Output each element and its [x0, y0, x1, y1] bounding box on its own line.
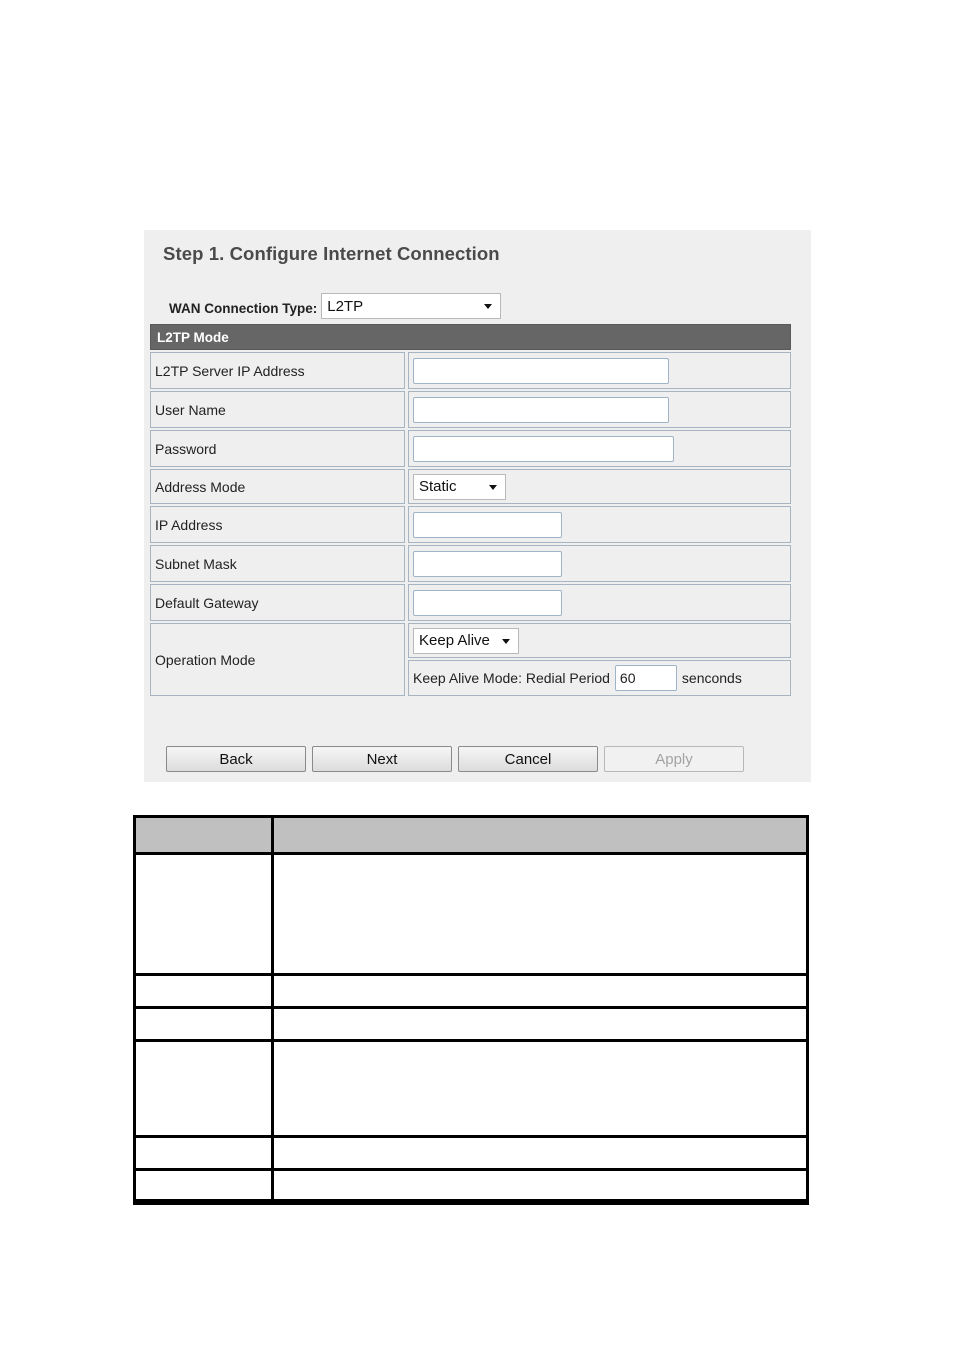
wan-connection-type-value: L2TP	[327, 297, 364, 315]
back-button[interactable]: Back	[166, 746, 306, 772]
table-row	[136, 1042, 806, 1138]
password-input[interactable]	[413, 436, 674, 462]
subnet-mask-cell	[408, 545, 791, 582]
subnet-mask-label: Subnet Mask	[150, 545, 405, 582]
server-ip-label: L2TP Server IP Address	[150, 352, 405, 389]
operation-mode-select-cell	[408, 623, 791, 658]
subnet-mask-input[interactable]	[413, 551, 562, 577]
password-cell	[408, 430, 791, 467]
section-header: L2TP Mode	[150, 324, 791, 350]
chevron-down-icon	[489, 485, 497, 490]
wan-connection-type-row	[169, 293, 501, 319]
operation-mode-cells	[408, 623, 791, 696]
ip-address-row	[150, 506, 791, 543]
cancel-button[interactable]: Cancel	[458, 746, 598, 772]
description-table	[133, 815, 809, 1205]
server-ip-input[interactable]	[413, 358, 669, 384]
default-gateway-input[interactable]	[413, 590, 562, 616]
address-mode-row	[150, 469, 791, 504]
user-name-cell	[408, 391, 791, 428]
chevron-down-icon	[484, 304, 492, 309]
wan-connection-type-label: WAN Connection Type:	[169, 300, 318, 316]
redial-period-input[interactable]: 60	[615, 665, 677, 691]
table-row	[136, 855, 806, 976]
table-row	[136, 1009, 806, 1042]
table-row	[136, 1138, 806, 1171]
redial-period-group	[413, 665, 742, 691]
ip-address-label: IP Address	[150, 506, 405, 543]
address-mode-value: Static	[419, 478, 457, 495]
password-row	[150, 430, 791, 467]
address-mode-select[interactable]	[413, 474, 506, 500]
redial-period-unit: senconds	[681, 670, 742, 686]
l2tp-config-panel	[144, 230, 811, 782]
redial-period-cell	[408, 660, 791, 696]
user-name-input[interactable]	[413, 397, 669, 423]
table-row	[136, 976, 806, 1009]
apply-button: Apply	[604, 746, 744, 772]
wizard-button-bar	[166, 746, 750, 772]
ip-address-input[interactable]	[413, 512, 562, 538]
chevron-down-icon	[502, 639, 510, 644]
user-name-row	[150, 391, 791, 428]
ip-address-cell	[408, 506, 791, 543]
password-label: Password	[150, 430, 405, 467]
server-ip-cell	[408, 352, 791, 389]
operation-mode-value: Keep Alive	[419, 632, 490, 649]
operation-mode-select[interactable]	[413, 628, 519, 654]
table-row	[136, 1171, 806, 1202]
operation-mode-label: Operation Mode	[150, 623, 405, 696]
l2tp-settings-table	[150, 324, 791, 696]
address-mode-label: Address Mode	[150, 469, 405, 504]
default-gateway-cell	[408, 584, 791, 621]
redial-period-label: Keep Alive Mode: Redial Period	[413, 670, 610, 686]
table-header-row	[136, 818, 806, 855]
default-gateway-row	[150, 584, 791, 621]
next-button[interactable]: Next	[312, 746, 452, 772]
user-name-label: User Name	[150, 391, 405, 428]
server-ip-row	[150, 352, 791, 389]
subnet-mask-row	[150, 545, 791, 582]
default-gateway-label: Default Gateway	[150, 584, 405, 621]
wan-connection-type-select[interactable]	[321, 293, 501, 319]
page-title: Step 1. Configure Internet Connection	[163, 243, 500, 264]
column-divider	[271, 818, 274, 1202]
operation-mode-row	[150, 623, 791, 696]
address-mode-cell	[408, 469, 791, 504]
